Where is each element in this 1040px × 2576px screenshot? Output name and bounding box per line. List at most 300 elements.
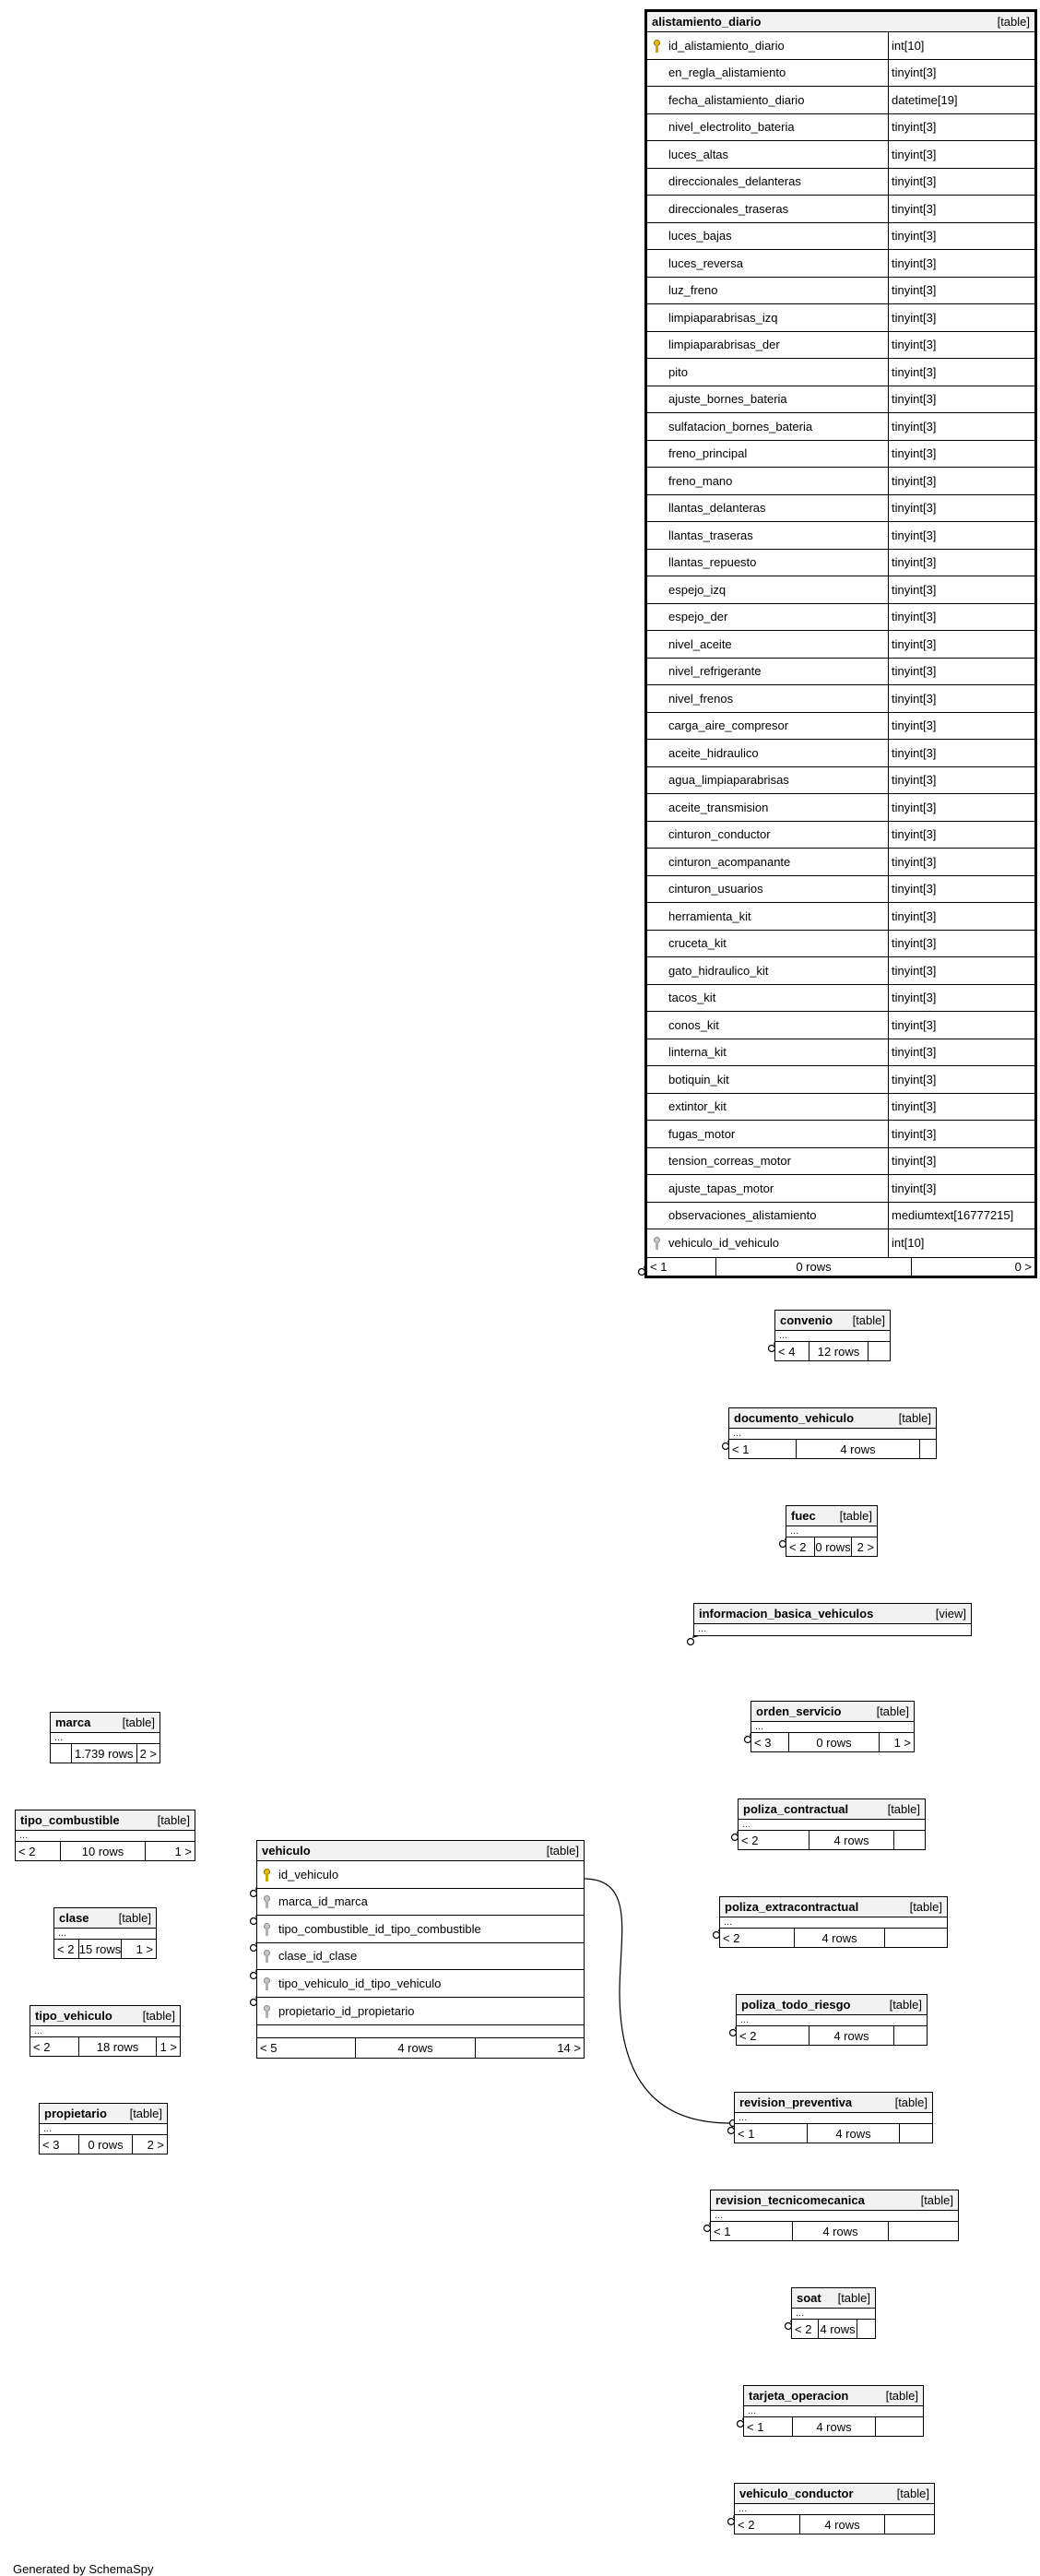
children-count[interactable]: 0 > — [911, 1258, 1034, 1276]
column-type: int[10] — [888, 32, 1034, 59]
column-name: fecha_alistamiento_diario — [668, 92, 805, 107]
column-type: tinyint[3] — [888, 1148, 1034, 1175]
row-count: 15 rows — [78, 1940, 121, 1958]
table-footer — [30, 2037, 180, 2056]
parents-count[interactable]: < 2 — [795, 2321, 812, 2336]
column-row[interactable] — [257, 1970, 584, 1998]
row-count: 4 rows — [792, 2417, 875, 2436]
foreign-key-icon — [261, 2004, 273, 2018]
table-footer — [51, 1744, 160, 1763]
table-footer — [720, 1929, 947, 1947]
table-name: vehiculo_conductor — [739, 2487, 854, 2500]
table-footer — [744, 2417, 923, 2436]
column-name: observaciones_alistamiento — [668, 1208, 817, 1223]
table-poliza-contractual[interactable] — [738, 1798, 926, 1850]
table-tipo-vehiculo[interactable] — [30, 2005, 181, 2057]
table-kind: [table] — [129, 2107, 162, 2120]
column-row[interactable] — [647, 713, 1034, 741]
table-footer — [54, 1940, 156, 1958]
column-name: llantas_traseras — [668, 528, 753, 542]
column-row[interactable] — [647, 169, 1034, 196]
table-kind: [table] — [852, 1313, 885, 1327]
table-header — [51, 1713, 160, 1733]
column-name: conos_kit — [668, 1017, 719, 1032]
table-footer — [786, 1537, 877, 1556]
row-count: 4 rows — [809, 2026, 893, 2045]
columns-collapsed: ... — [720, 1917, 947, 1929]
row-count: 4 rows — [796, 1440, 919, 1458]
column-row[interactable] — [647, 1229, 1034, 1257]
table-name: revision_tecnicomecanica — [715, 2193, 865, 2207]
columns-collapsed: ... — [751, 1722, 914, 1733]
parents-count[interactable]: < 2 — [33, 2039, 51, 2054]
column-name: direccionales_delanteras — [668, 174, 801, 189]
column-name: extintor_kit — [668, 1099, 727, 1114]
spacer-row — [257, 2024, 584, 2037]
relationship-curve — [584, 1879, 730, 2123]
column-row[interactable] — [647, 87, 1034, 114]
table-poliza-extracontractual[interactable] — [719, 1896, 948, 1948]
table-kind: [table] — [889, 1998, 922, 2012]
column-name: direccionales_traseras — [668, 201, 789, 216]
children-count[interactable] — [868, 1342, 890, 1360]
column-row[interactable] — [647, 822, 1034, 849]
column-row[interactable] — [257, 1861, 584, 1889]
generated-by-credit: Generated by SchemaSpy — [13, 2562, 154, 2576]
column-name: clase_id_clase — [278, 1949, 358, 1964]
row-count: 12 rows — [809, 1342, 868, 1360]
row-count: 0 rows — [78, 2135, 132, 2154]
row-count: 0 rows — [814, 1537, 851, 1556]
table-header — [16, 1810, 195, 1831]
columns-collapsed: ... — [711, 2211, 958, 2222]
column-name: luces_altas — [668, 147, 729, 161]
parents-count[interactable]: < 3 — [42, 2137, 60, 2152]
table-revision-tecnicomecanica[interactable] — [710, 2190, 959, 2241]
table-header — [647, 12, 1034, 32]
column-row[interactable] — [647, 631, 1034, 659]
column-list — [647, 32, 1034, 1257]
column-row[interactable] — [647, 468, 1034, 495]
parents-count[interactable] — [51, 1744, 71, 1763]
table-name: alistamiento_diario — [652, 15, 762, 29]
column-row[interactable] — [647, 576, 1034, 604]
column-row[interactable] — [647, 522, 1034, 550]
table-footer — [257, 2037, 584, 2058]
column-name: llantas_repuesto — [668, 555, 757, 570]
table-kind: [table] — [887, 1802, 920, 1816]
table-header — [735, 2093, 932, 2113]
table-footer — [40, 2135, 167, 2154]
column-type: tinyint[3] — [888, 794, 1034, 821]
column-row[interactable] — [647, 359, 1034, 386]
column-row[interactable] — [257, 1998, 584, 2025]
row-count: 18 rows — [78, 2037, 156, 2056]
children-count[interactable]: 2 > — [132, 2135, 167, 2154]
column-name: limpiaparabrisas_der — [668, 338, 780, 352]
columns-collapsed: ... — [30, 2026, 180, 2037]
parents-count[interactable]: < 2 — [741, 1833, 759, 1847]
parents-count[interactable]: < 3 — [754, 1735, 772, 1750]
column-name: pito — [668, 364, 688, 379]
columns-collapsed: ... — [40, 2124, 167, 2135]
column-row[interactable] — [647, 386, 1034, 414]
column-row[interactable] — [647, 604, 1034, 632]
column-name: nivel_frenos — [668, 691, 734, 706]
children-count[interactable] — [884, 1929, 947, 1947]
children-count[interactable] — [893, 1831, 925, 1849]
column-type: tinyint[3] — [888, 278, 1034, 304]
column-row[interactable] — [647, 1094, 1034, 1122]
column-row[interactable] — [257, 1889, 584, 1917]
table-header — [792, 2288, 875, 2309]
table-footer — [775, 1342, 890, 1360]
row-count: 10 rows — [60, 1842, 145, 1860]
column-row[interactable] — [647, 1066, 1034, 1094]
table-name: tipo_vehiculo — [35, 2009, 112, 2023]
table-name: orden_servicio — [756, 1704, 842, 1718]
parents-count[interactable]: < 1 — [732, 1442, 750, 1456]
column-type: tinyint[3] — [888, 250, 1034, 277]
children-count[interactable]: 1 > — [121, 1940, 156, 1958]
columns-collapsed: ... — [786, 1526, 877, 1537]
column-type: tinyint[3] — [888, 931, 1034, 957]
column-name: vehiculo_id_vehiculo — [668, 1236, 779, 1251]
children-count[interactable] — [893, 2026, 927, 2045]
table-header — [54, 1908, 156, 1929]
table-kind: [table] — [885, 2389, 918, 2403]
table-name: tarjeta_operacion — [749, 2389, 849, 2403]
column-type: tinyint[3] — [888, 685, 1034, 712]
children-count[interactable]: 1 > — [156, 2037, 180, 2056]
column-name: cruceta_kit — [668, 936, 727, 951]
column-row[interactable] — [647, 304, 1034, 332]
column-name: cinturon_usuarios — [668, 882, 763, 896]
column-row[interactable] — [647, 332, 1034, 360]
column-row[interactable] — [257, 1916, 584, 1943]
column-name: nivel_aceite — [668, 636, 732, 651]
table-header — [720, 1897, 947, 1917]
column-name: ajuste_bornes_bateria — [668, 392, 787, 407]
table-header — [30, 2006, 180, 2026]
row-count: 0 rows — [788, 1733, 879, 1751]
column-row[interactable] — [257, 1943, 584, 1971]
table-tipo-combustible[interactable] — [15, 1810, 195, 1861]
table-header — [694, 1604, 971, 1624]
column-row[interactable] — [647, 1012, 1034, 1039]
column-type: tinyint[3] — [888, 468, 1034, 494]
column-name: llantas_delanteras — [668, 501, 766, 516]
column-row[interactable] — [647, 441, 1034, 469]
table-alistamiento-diario[interactable] — [644, 9, 1037, 1278]
table-footer — [735, 2124, 932, 2143]
column-name: limpiaparabrisas_izq — [668, 310, 778, 325]
columns-collapsed: ... — [16, 1831, 195, 1842]
parents-count[interactable]: < 1 — [714, 2224, 731, 2238]
table-name: revision_preventiva — [739, 2095, 853, 2109]
column-type: tinyint[3] — [888, 713, 1034, 740]
parents-count[interactable]: < 2 — [18, 1844, 36, 1858]
table-header — [729, 1408, 936, 1429]
children-count[interactable]: 14 > — [475, 2038, 584, 2058]
table-footer — [739, 1831, 925, 1849]
column-name: tension_correas_motor — [668, 1154, 791, 1169]
column-type: tinyint[3] — [888, 876, 1034, 903]
children-count[interactable] — [884, 2515, 934, 2534]
table-informacion-basica-vehiculos[interactable] — [693, 1603, 972, 1636]
column-type: tinyint[3] — [888, 332, 1034, 359]
column-name: sulfatacion_bornes_bateria — [668, 419, 813, 433]
column-row[interactable] — [647, 413, 1034, 441]
table-propietario[interactable] — [39, 2103, 168, 2155]
column-type: tinyint[3] — [888, 495, 1034, 522]
column-type: tinyint[3] — [888, 1121, 1034, 1147]
parents-count[interactable]: < 4 — [778, 1344, 796, 1359]
table-poliza-todo-riesgo[interactable] — [736, 1994, 928, 2046]
table-vehiculo-conductor[interactable] — [734, 2483, 935, 2534]
column-name: linterna_kit — [668, 1045, 727, 1060]
column-name: ajuste_tapas_motor — [668, 1181, 774, 1195]
table-kind: [view] — [935, 1607, 966, 1620]
primary-key-icon — [261, 1868, 273, 1882]
column-type: tinyint[3] — [888, 822, 1034, 849]
column-type: tinyint[3] — [888, 114, 1034, 141]
table-documento-vehiculo[interactable] — [728, 1407, 937, 1459]
column-row[interactable] — [647, 1121, 1034, 1148]
column-type: tinyint[3] — [888, 359, 1034, 386]
column-list — [257, 1861, 584, 2024]
columns-collapsed: ... — [775, 1331, 890, 1342]
row-count: 4 rows — [799, 2515, 884, 2534]
column-name: marca_id_marca — [278, 1894, 368, 1909]
column-type: tinyint[3] — [888, 1039, 1034, 1066]
table-fuec[interactable] — [786, 1505, 878, 1557]
column-name: botiquin_kit — [668, 1072, 729, 1086]
columns-collapsed: ... — [744, 2406, 923, 2417]
parents-count[interactable]: < 1 — [650, 1259, 668, 1274]
children-count[interactable] — [919, 1440, 936, 1458]
columns-collapsed: ... — [735, 2113, 932, 2124]
column-row[interactable] — [647, 957, 1034, 985]
column-row[interactable] — [647, 740, 1034, 767]
column-type: tinyint[3] — [888, 413, 1034, 440]
children-count[interactable]: 1 > — [145, 1842, 195, 1860]
column-row[interactable] — [647, 250, 1034, 278]
parents-count[interactable]: < 2 — [789, 1539, 807, 1554]
table-name: propietario — [44, 2107, 107, 2120]
table-kind: [table] — [894, 2095, 928, 2109]
row-count: 4 rows — [809, 1831, 893, 1849]
column-row[interactable] — [647, 767, 1034, 795]
table-footer — [751, 1733, 914, 1751]
column-type: tinyint[3] — [888, 386, 1034, 413]
column-name: cinturon_acompanante — [668, 854, 791, 869]
table-marca[interactable] — [50, 1712, 160, 1763]
column-type: tinyint[3] — [888, 1175, 1034, 1202]
column-name: carga_aire_compresor — [668, 718, 789, 733]
columns-collapsed: ... — [729, 1429, 936, 1440]
column-row[interactable] — [647, 659, 1034, 686]
table-name: marca — [55, 1715, 91, 1729]
row-count: 4 rows — [794, 1929, 884, 1947]
column-type: tinyint[3] — [888, 957, 1034, 984]
table-orden-servicio[interactable] — [750, 1701, 915, 1752]
column-type: tinyint[3] — [888, 60, 1034, 87]
parents-count[interactable]: < 2 — [57, 1941, 75, 1956]
column-row[interactable] — [647, 32, 1034, 60]
column-row[interactable] — [647, 985, 1034, 1013]
table-kind: [table] — [118, 1911, 151, 1925]
column-type: tinyint[3] — [888, 1012, 1034, 1039]
column-row[interactable] — [647, 685, 1034, 713]
table-kind: [table] — [997, 15, 1030, 29]
table-header — [751, 1702, 914, 1722]
column-name: aceite_transmision — [668, 800, 769, 814]
column-name: luces_reversa — [668, 255, 743, 270]
table-footer — [647, 1257, 1034, 1276]
column-row[interactable] — [647, 141, 1034, 169]
table-kind: [table] — [142, 2009, 175, 2023]
table-clase[interactable] — [53, 1907, 157, 1959]
table-name: poliza_contractual — [743, 1802, 849, 1816]
children-count[interactable] — [888, 2222, 958, 2240]
table-kind: [table] — [920, 2193, 953, 2207]
column-type: tinyint[3] — [888, 522, 1034, 549]
column-row[interactable] — [647, 550, 1034, 577]
table-header — [775, 1311, 890, 1331]
parents-count[interactable]: < 1 — [738, 2126, 755, 2141]
table-header — [735, 2484, 934, 2504]
column-row[interactable] — [647, 196, 1034, 223]
column-name: freno_principal — [668, 446, 748, 461]
column-name: espejo_der — [668, 610, 728, 624]
table-convenio[interactable] — [774, 1310, 891, 1361]
children-count[interactable]: 2 > — [851, 1537, 877, 1556]
column-row[interactable] — [647, 931, 1034, 958]
parents-count[interactable]: < 5 — [260, 2041, 278, 2055]
row-count: 4 rows — [807, 2124, 899, 2143]
column-row[interactable] — [647, 903, 1034, 931]
row-count: 4 rows — [818, 2320, 857, 2338]
row-count: 4 rows — [792, 2222, 888, 2240]
table-kind: [table] — [837, 2291, 870, 2305]
foreign-key-icon — [261, 1949, 273, 1963]
column-type: tinyint[3] — [888, 223, 1034, 250]
column-type: tinyint[3] — [888, 659, 1034, 685]
children-count[interactable] — [899, 2124, 932, 2143]
table-header — [786, 1506, 877, 1526]
table-soat[interactable] — [791, 2287, 876, 2339]
column-row[interactable] — [647, 876, 1034, 904]
column-type: tinyint[3] — [888, 441, 1034, 468]
table-footer — [792, 2320, 875, 2338]
column-row[interactable] — [647, 278, 1034, 305]
column-row[interactable] — [647, 794, 1034, 822]
column-row[interactable] — [647, 1175, 1034, 1203]
table-vehiculo[interactable] — [256, 1840, 585, 2059]
children-count[interactable]: 1 > — [879, 1733, 914, 1751]
table-name: documento_vehiculo — [734, 1411, 855, 1425]
parents-count[interactable]: < 2 — [739, 2028, 757, 2043]
parents-count[interactable]: < 2 — [738, 2517, 755, 2532]
table-kind: [table] — [876, 1704, 909, 1718]
table-name: fuec — [791, 1509, 816, 1523]
column-row[interactable] — [647, 223, 1034, 251]
column-row[interactable] — [647, 849, 1034, 876]
column-name: tipo_combustible_id_tipo_combustible — [278, 1921, 481, 1936]
column-type: tinyint[3] — [888, 1094, 1034, 1121]
column-type: int[10] — [888, 1229, 1034, 1257]
column-name: espejo_izq — [668, 582, 727, 597]
column-type: tinyint[3] — [888, 141, 1034, 168]
children-count[interactable] — [857, 2320, 875, 2338]
table-name: convenio — [780, 1313, 833, 1327]
table-kind: [table] — [896, 2487, 929, 2500]
table-footer — [729, 1440, 936, 1458]
fk-end-informacion-basica-vehiculos-circle — [688, 1639, 694, 1645]
table-revision-preventiva[interactable] — [734, 2092, 933, 2143]
parents-count[interactable]: < 2 — [723, 1930, 740, 1945]
table-kind: [table] — [546, 1844, 579, 1858]
table-tarjeta-operacion[interactable] — [743, 2385, 924, 2437]
table-header — [711, 2190, 958, 2211]
column-row[interactable] — [647, 60, 1034, 88]
column-type: tinyint[3] — [888, 304, 1034, 331]
column-row[interactable] — [647, 495, 1034, 523]
column-name: fugas_motor — [668, 1126, 736, 1141]
table-footer — [735, 2515, 934, 2534]
column-type: tinyint[3] — [888, 903, 1034, 930]
foreign-key-icon — [261, 1922, 273, 1936]
column-type: tinyint[3] — [888, 631, 1034, 658]
table-header — [737, 1995, 927, 2015]
column-name: id_vehiculo — [278, 1867, 339, 1882]
row-count: 0 rows — [715, 1258, 911, 1276]
table-kind: [table] — [909, 1900, 942, 1914]
columns-collapsed: ... — [51, 1733, 160, 1744]
children-count[interactable]: 2 > — [136, 1744, 160, 1763]
column-name: nivel_refrigerante — [668, 664, 762, 679]
foreign-key-icon — [261, 1894, 273, 1908]
columns-collapsed: ... — [739, 1820, 925, 1831]
table-footer — [737, 2026, 927, 2045]
parents-count[interactable]: < 1 — [747, 2419, 764, 2434]
column-row[interactable] — [647, 1148, 1034, 1176]
table-header — [257, 1841, 584, 1861]
table-footer — [711, 2222, 958, 2240]
column-row[interactable] — [647, 114, 1034, 142]
children-count[interactable] — [875, 2417, 923, 2436]
columns-collapsed: ... — [54, 1929, 156, 1940]
column-name: luz_freno — [668, 283, 718, 298]
column-type: tinyint[3] — [888, 849, 1034, 875]
column-type: tinyint[3] — [888, 604, 1034, 631]
column-type: tinyint[3] — [888, 985, 1034, 1012]
column-name: tacos_kit — [668, 991, 716, 1005]
column-type: tinyint[3] — [888, 169, 1034, 196]
column-name: id_alistamiento_diario — [668, 38, 785, 53]
column-name: herramienta_kit — [668, 908, 751, 923]
table-name: clase — [59, 1911, 89, 1925]
table-name: vehiculo — [262, 1844, 311, 1858]
foreign-key-icon — [261, 1977, 273, 1990]
columns-collapsed: ... — [737, 2015, 927, 2026]
column-row[interactable] — [647, 1203, 1034, 1230]
column-type: tinyint[3] — [888, 550, 1034, 576]
row-count: 1.739 rows — [71, 1744, 136, 1763]
table-kind: [table] — [898, 1411, 931, 1425]
column-row[interactable] — [647, 1039, 1034, 1067]
